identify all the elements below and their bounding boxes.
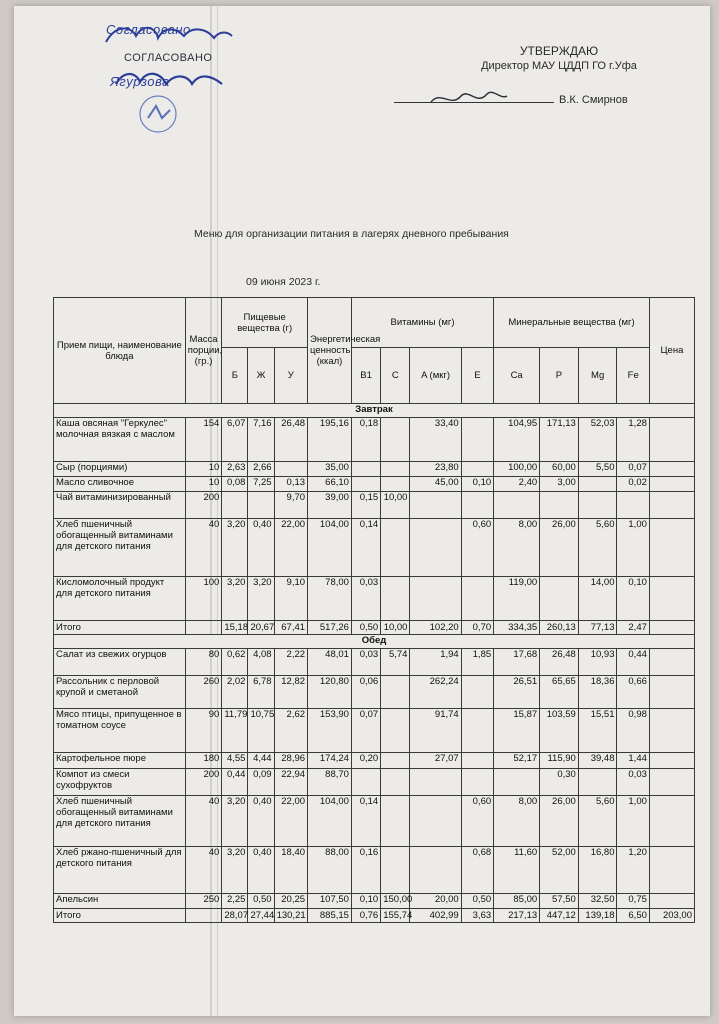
cell-fe: 1,20	[617, 847, 649, 894]
cell-mg: 32,50	[578, 894, 617, 909]
cell-price	[649, 492, 694, 519]
cell-zh: 0,40	[248, 796, 274, 847]
cell-mass: 200	[185, 492, 222, 519]
cell-fe: 0,44	[617, 649, 649, 676]
cell-ca: 26,51	[494, 676, 540, 709]
cell-b: 2,02	[222, 676, 248, 709]
cell-e	[461, 753, 493, 769]
table-row	[54, 709, 695, 753]
cell-ca: 85,00	[494, 894, 540, 909]
agreed-handwritten: Согласовано	[106, 22, 191, 37]
agreed-printed: СОГЛАСОВАНО	[124, 52, 213, 64]
cell-mg: 16,80	[578, 847, 617, 894]
cell-price	[649, 519, 694, 577]
cell-b: 4,55	[222, 753, 248, 769]
subheader-zh: Ж	[248, 348, 274, 404]
cell-c: 10,00	[381, 492, 410, 519]
cell-b: 11,79	[222, 709, 248, 753]
cell-fe: 0,75	[617, 894, 649, 909]
subheader-fe: Fe	[617, 348, 649, 404]
total-c: 155,74	[381, 909, 410, 923]
cell-c	[381, 769, 410, 796]
cell-price	[649, 418, 694, 462]
cell-b1: 0,06	[351, 676, 380, 709]
cell-energy: 78,00	[308, 577, 352, 621]
cell-u: 2,62	[274, 709, 307, 753]
total-u: 130,21	[274, 909, 307, 923]
table-row	[54, 676, 695, 709]
cell-e: 0,50	[461, 894, 493, 909]
cell-p: 26,00	[540, 796, 579, 847]
cell-zh: 0,50	[248, 894, 274, 909]
cell-mass: 90	[185, 709, 222, 753]
cell-c	[381, 709, 410, 753]
total-label: Итого	[54, 909, 186, 923]
total-label: Итого	[54, 621, 186, 635]
section-row	[54, 635, 695, 649]
menu-table	[53, 297, 695, 923]
cell-a: 23,80	[410, 462, 461, 477]
cell-u: 0,13	[274, 477, 307, 492]
cell-energy: 195,16	[308, 418, 352, 462]
cell-fe: 0,02	[617, 477, 649, 492]
cell-mg	[578, 769, 617, 796]
cell-a: 91,74	[410, 709, 461, 753]
cell-c	[381, 847, 410, 894]
total-mass	[185, 621, 222, 635]
header-minerals: Минеральные вещества (мг)	[494, 298, 650, 348]
cell-energy: 88,00	[308, 847, 352, 894]
total-p: 447,12	[540, 909, 579, 923]
header-meal: Прием пищи, наименование блюда	[54, 298, 186, 404]
table-row	[54, 462, 695, 477]
cell-a: 27,07	[410, 753, 461, 769]
cell-u: 9,10	[274, 577, 307, 621]
cell-b: 0,62	[222, 649, 248, 676]
cell-mass: 180	[185, 753, 222, 769]
total-energy: 517,26	[308, 621, 352, 635]
cell-e: 0,60	[461, 519, 493, 577]
total-a: 102,20	[410, 621, 461, 635]
dish-name: Масло сливочное	[54, 477, 186, 492]
cell-b1: 0,16	[351, 847, 380, 894]
cell-a	[410, 769, 461, 796]
cell-b1: 0,07	[351, 709, 380, 753]
cell-energy: 104,00	[308, 519, 352, 577]
cell-energy: 48,01	[308, 649, 352, 676]
cell-p: 103,59	[540, 709, 579, 753]
cell-c	[381, 796, 410, 847]
cell-c	[381, 462, 410, 477]
cell-zh: 4,44	[248, 753, 274, 769]
cell-p: 3,00	[540, 477, 579, 492]
header-energy: Энергетическая ценность (ккал)	[308, 298, 352, 404]
total-price	[649, 621, 694, 635]
cell-b1: 0,20	[351, 753, 380, 769]
cell-ca: 104,95	[494, 418, 540, 462]
cell-u: 28,96	[274, 753, 307, 769]
cell-energy: 35,00	[308, 462, 352, 477]
total-b: 15,18	[222, 621, 248, 635]
cell-c	[381, 753, 410, 769]
cell-u: 18,40	[274, 847, 307, 894]
dish-name: Каша овсяная "Геркулес" молочная вязкая с маслом	[54, 418, 186, 462]
cell-e	[461, 709, 493, 753]
total-c: 10,00	[381, 621, 410, 635]
cell-zh: 0,09	[248, 769, 274, 796]
cell-p: 171,13	[540, 418, 579, 462]
cell-b: 3,20	[222, 847, 248, 894]
total-u: 67,41	[274, 621, 307, 635]
cell-p: 57,50	[540, 894, 579, 909]
cell-c	[381, 477, 410, 492]
cell-b: 2,25	[222, 894, 248, 909]
cell-price	[649, 894, 694, 909]
cell-b1	[351, 462, 380, 477]
cell-u: 20,25	[274, 894, 307, 909]
cell-mass: 40	[185, 847, 222, 894]
cell-a: 1,94	[410, 649, 461, 676]
cell-fe: 1,28	[617, 418, 649, 462]
total-b1: 0,50	[351, 621, 380, 635]
menu-body	[54, 404, 695, 923]
table-row	[54, 753, 695, 769]
cell-ca	[494, 492, 540, 519]
cell-b1: 0,03	[351, 649, 380, 676]
table-row	[54, 477, 695, 492]
cell-b: 3,20	[222, 577, 248, 621]
cell-b: 0,44	[222, 769, 248, 796]
cell-u: 22,00	[274, 796, 307, 847]
cell-u: 12,82	[274, 676, 307, 709]
cell-c	[381, 418, 410, 462]
dish-name: Хлеб пшеничный обогащенный витаминами для детского питания	[54, 796, 186, 847]
subheader-ca: Ca	[494, 348, 540, 404]
dish-name: Кисломолочный продукт для детского питания	[54, 577, 186, 621]
cell-u: 22,00	[274, 519, 307, 577]
cell-ca: 119,00	[494, 577, 540, 621]
cell-e: 1,85	[461, 649, 493, 676]
cell-mass: 80	[185, 649, 222, 676]
total-b: 28,07	[222, 909, 248, 923]
dish-name: Картофельное пюре	[54, 753, 186, 769]
cell-u	[274, 462, 307, 477]
total-energy: 885,15	[308, 909, 352, 923]
cell-p: 0,30	[540, 769, 579, 796]
cell-price	[649, 769, 694, 796]
cell-mg: 14,00	[578, 577, 617, 621]
approval-block	[444, 44, 674, 72]
cell-p	[540, 492, 579, 519]
dish-name: Апельсин	[54, 894, 186, 909]
cell-mg	[578, 477, 617, 492]
table-row	[54, 769, 695, 796]
total-mg: 77,13	[578, 621, 617, 635]
signature-line	[394, 102, 554, 103]
cell-fe: 0,10	[617, 577, 649, 621]
table-row	[54, 796, 695, 847]
cell-p	[540, 577, 579, 621]
cell-ca: 15,87	[494, 709, 540, 753]
cell-a	[410, 519, 461, 577]
cell-b1: 0,10	[351, 894, 380, 909]
total-ca: 217,13	[494, 909, 540, 923]
total-price: 203,00	[649, 909, 694, 923]
cell-price	[649, 709, 694, 753]
cell-ca: 17,68	[494, 649, 540, 676]
table-row	[54, 492, 695, 519]
table-row	[54, 847, 695, 894]
cell-b1	[351, 477, 380, 492]
cell-p: 26,00	[540, 519, 579, 577]
total-row	[54, 621, 695, 635]
cell-b: 2,63	[222, 462, 248, 477]
cell-mg: 5,50	[578, 462, 617, 477]
cell-zh: 7,16	[248, 418, 274, 462]
cell-e	[461, 769, 493, 796]
total-row	[54, 909, 695, 923]
cell-price	[649, 676, 694, 709]
cell-c	[381, 519, 410, 577]
cell-fe	[617, 492, 649, 519]
cell-u: 2,22	[274, 649, 307, 676]
subheader-c: C	[381, 348, 410, 404]
cell-price	[649, 577, 694, 621]
header-mass: Масса порции, (гр.)	[185, 298, 222, 404]
cell-mg: 52,03	[578, 418, 617, 462]
cell-u: 26,48	[274, 418, 307, 462]
cell-zh: 2,66	[248, 462, 274, 477]
cell-a: 33,40	[410, 418, 461, 462]
cell-price	[649, 847, 694, 894]
total-e: 3,63	[461, 909, 493, 923]
cell-ca: 2,40	[494, 477, 540, 492]
cell-mass: 260	[185, 676, 222, 709]
cell-mg: 10,93	[578, 649, 617, 676]
cell-mg: 5,60	[578, 519, 617, 577]
cell-fe: 1,00	[617, 519, 649, 577]
cell-a	[410, 492, 461, 519]
cell-zh: 7,25	[248, 477, 274, 492]
cell-ca: 8,00	[494, 796, 540, 847]
cell-b: 6,07	[222, 418, 248, 462]
cell-b1: 0,03	[351, 577, 380, 621]
subheader-p: P	[540, 348, 579, 404]
cell-ca: 11,60	[494, 847, 540, 894]
cell-mg	[578, 492, 617, 519]
cell-e: 0,60	[461, 796, 493, 847]
cell-u: 9,70	[274, 492, 307, 519]
signature-icon	[429, 86, 509, 110]
agreed-stamp	[106, 18, 246, 138]
cell-mass: 200	[185, 769, 222, 796]
subheader-u: У	[274, 348, 307, 404]
header-price: Цена	[649, 298, 694, 404]
dish-name: Компот из смеси сухофруктов	[54, 769, 186, 796]
cell-a	[410, 577, 461, 621]
cell-a: 20,00	[410, 894, 461, 909]
total-mg: 139,18	[578, 909, 617, 923]
cell-p: 115,90	[540, 753, 579, 769]
cell-ca: 100,00	[494, 462, 540, 477]
cell-c	[381, 676, 410, 709]
cell-e: 0,10	[461, 477, 493, 492]
table-row	[54, 649, 695, 676]
cell-a: 45,00	[410, 477, 461, 492]
cell-price	[649, 462, 694, 477]
cell-b1: 0,14	[351, 796, 380, 847]
cell-mass: 154	[185, 418, 222, 462]
total-zh: 27,44	[248, 909, 274, 923]
cell-zh: 3,20	[248, 577, 274, 621]
agreed-signature: Ягурзова	[110, 74, 170, 89]
cell-e	[461, 462, 493, 477]
subheader-mg: Mg	[578, 348, 617, 404]
cell-fe: 0,07	[617, 462, 649, 477]
subheader-b1: B1	[351, 348, 380, 404]
dish-name: Чай витаминизированный	[54, 492, 186, 519]
cell-energy: 88,70	[308, 769, 352, 796]
dish-name: Хлеб ржано-пшеничный для детского питания	[54, 847, 186, 894]
cell-b1: 0,15	[351, 492, 380, 519]
approval-title: УТВЕРЖДАЮ	[519, 44, 599, 58]
cell-mg: 5,60	[578, 796, 617, 847]
cell-b: 3,20	[222, 519, 248, 577]
section-row	[54, 404, 695, 418]
cell-p: 65,65	[540, 676, 579, 709]
cell-price	[649, 649, 694, 676]
cell-b: 0,08	[222, 477, 248, 492]
cell-fe: 0,03	[617, 769, 649, 796]
dish-name: Рассольник с перловой крупой и сметаной	[54, 676, 186, 709]
cell-e	[461, 577, 493, 621]
cell-e	[461, 492, 493, 519]
signatory-name: В.К. Смирнов	[559, 94, 628, 106]
cell-mass: 40	[185, 796, 222, 847]
header-nutrients: Пищевые вещества (г)	[222, 298, 308, 348]
total-mass	[185, 909, 222, 923]
cell-energy: 174,24	[308, 753, 352, 769]
cell-price	[649, 477, 694, 492]
cell-c: 5,74	[381, 649, 410, 676]
cell-mg: 39,48	[578, 753, 617, 769]
approval-position: Директор МАУ ЦДДП ГО г.Уфа	[481, 60, 637, 72]
cell-zh: 4,08	[248, 649, 274, 676]
cell-zh: 0,40	[248, 519, 274, 577]
cell-u: 22,94	[274, 769, 307, 796]
document-title: Меню для организации питания в лагерях дневного пребывания	[194, 228, 509, 240]
cell-c	[381, 577, 410, 621]
cell-fe: 1,44	[617, 753, 649, 769]
cell-energy: 120,80	[308, 676, 352, 709]
document-date: 09 июня 2023 г.	[246, 276, 321, 288]
cell-b1	[351, 769, 380, 796]
cell-mg: 15,51	[578, 709, 617, 753]
subheader-b: Б	[222, 348, 248, 404]
cell-mass: 40	[185, 519, 222, 577]
total-zh: 20,67	[248, 621, 274, 635]
table-row	[54, 894, 695, 909]
cell-c: 150,00	[381, 894, 410, 909]
cell-mass: 100	[185, 577, 222, 621]
cell-energy: 104,00	[308, 796, 352, 847]
cell-zh: 10,75	[248, 709, 274, 753]
cell-mass: 250	[185, 894, 222, 909]
cell-ca: 52,17	[494, 753, 540, 769]
cell-p: 26,48	[540, 649, 579, 676]
total-fe: 2,47	[617, 621, 649, 635]
cell-energy: 66,10	[308, 477, 352, 492]
total-fe: 6,50	[617, 909, 649, 923]
cell-e	[461, 676, 493, 709]
cell-e: 0,68	[461, 847, 493, 894]
subheader-e: E	[461, 348, 493, 404]
cell-energy: 153,90	[308, 709, 352, 753]
total-a: 402,99	[410, 909, 461, 923]
total-p: 260,13	[540, 621, 579, 635]
dish-name: Сыр (порциями)	[54, 462, 186, 477]
section-title: Обед	[54, 635, 695, 649]
cell-fe: 1,00	[617, 796, 649, 847]
cell-fe: 0,98	[617, 709, 649, 753]
cell-mass: 10	[185, 477, 222, 492]
cell-p: 52,00	[540, 847, 579, 894]
header-vitamins: Витамины (мг)	[351, 298, 493, 348]
cell-a: 262,24	[410, 676, 461, 709]
cell-mg: 18,36	[578, 676, 617, 709]
table-row	[54, 577, 695, 621]
total-e: 0,70	[461, 621, 493, 635]
cell-price	[649, 796, 694, 847]
table-row	[54, 519, 695, 577]
cell-ca	[494, 769, 540, 796]
cell-b1: 0,18	[351, 418, 380, 462]
dish-name: Хлеб пшеничный обогащенный витаминами для детского питания	[54, 519, 186, 577]
cell-b	[222, 492, 248, 519]
subheader-a: A (мкг)	[410, 348, 461, 404]
table-row	[54, 418, 695, 462]
cell-fe: 0,66	[617, 676, 649, 709]
section-title: Завтрак	[54, 404, 695, 418]
cell-zh: 6,78	[248, 676, 274, 709]
cell-mass: 10	[185, 462, 222, 477]
dish-name: Мясо птицы, припущенное в томатном соусе	[54, 709, 186, 753]
cell-a	[410, 847, 461, 894]
cell-energy: 107,50	[308, 894, 352, 909]
cell-e	[461, 418, 493, 462]
cell-zh	[248, 492, 274, 519]
cell-ca: 8,00	[494, 519, 540, 577]
cell-energy: 39,00	[308, 492, 352, 519]
total-b1: 0,76	[351, 909, 380, 923]
cell-price	[649, 753, 694, 769]
total-ca: 334,35	[494, 621, 540, 635]
cell-p: 60,00	[540, 462, 579, 477]
cell-b: 3,20	[222, 796, 248, 847]
cell-zh: 0,40	[248, 847, 274, 894]
cell-b1: 0,14	[351, 519, 380, 577]
dish-name: Салат из свежих огурцов	[54, 649, 186, 676]
cell-a	[410, 796, 461, 847]
